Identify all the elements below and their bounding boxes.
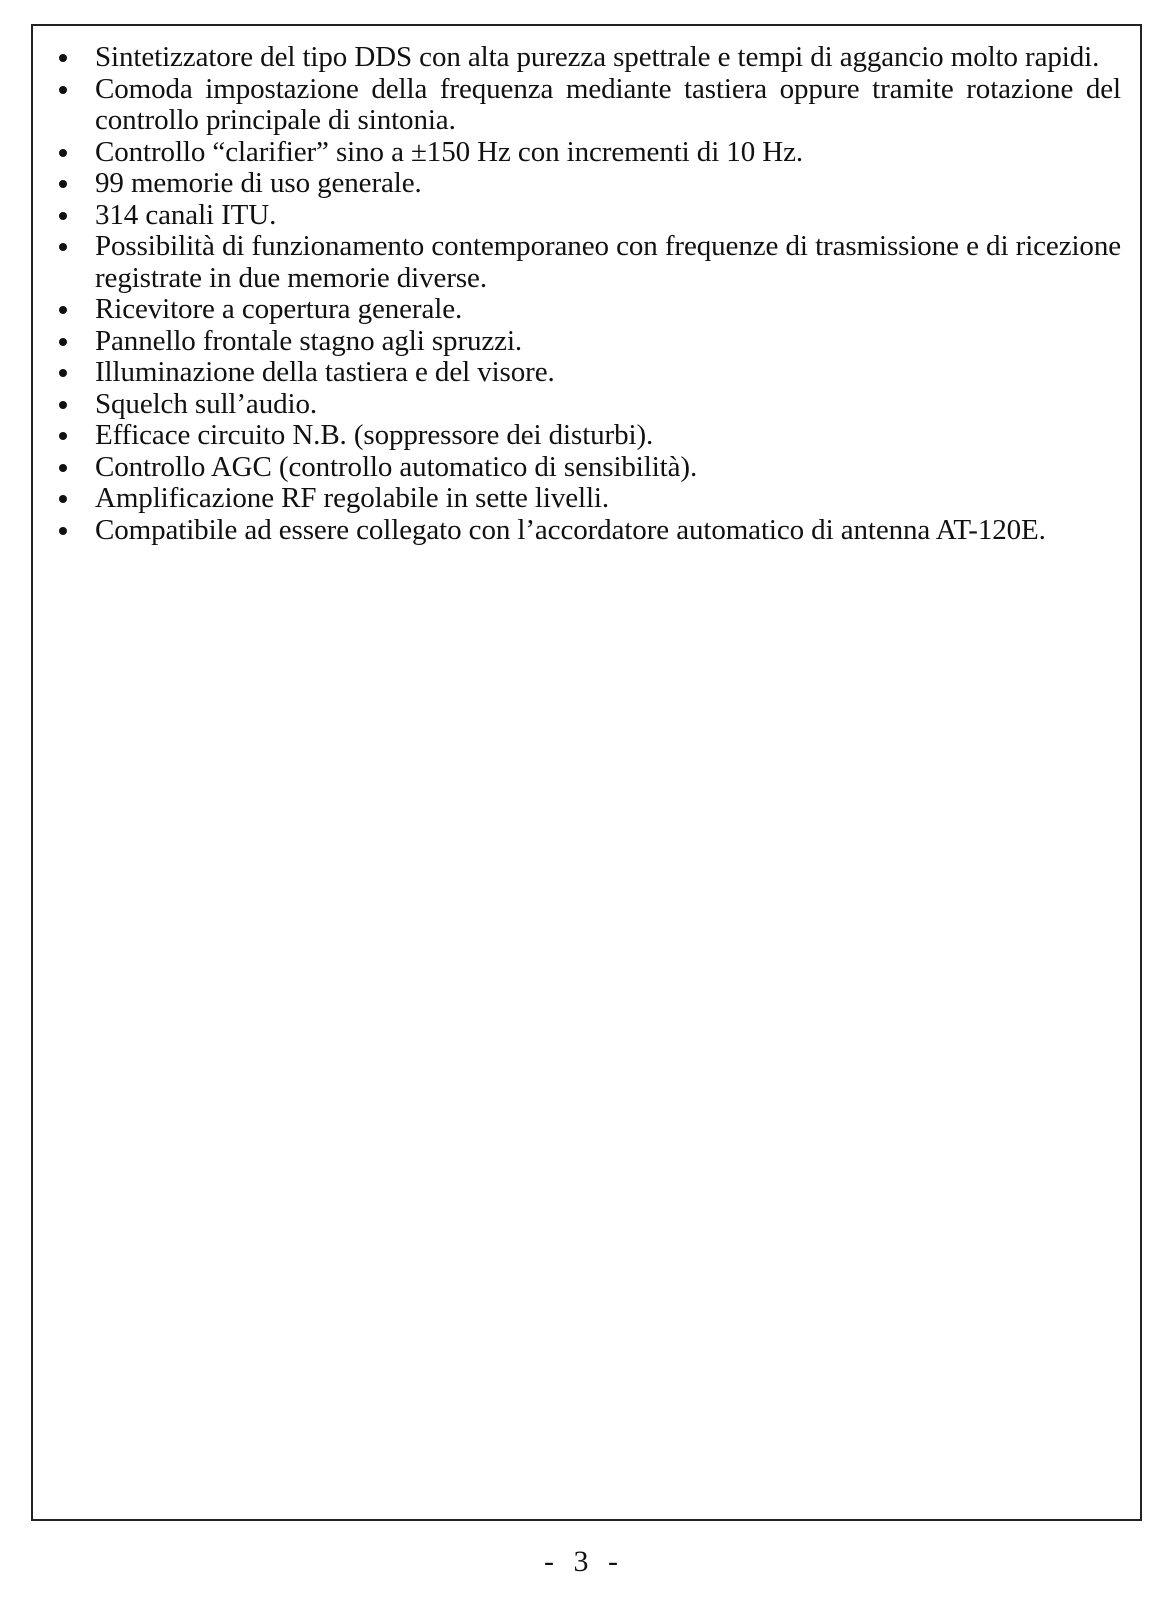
feature-item — [57, 357, 1121, 389]
bullet-icon — [59, 338, 67, 346]
feature-text: Comoda impostazione della frequenza mediante tastiera oppure tramite rotazione del controllo principale di sintonia. — [95, 72, 1121, 136]
page-number: - 3 - — [544, 1545, 624, 1578]
bullet-icon — [59, 243, 67, 251]
feature-text: 99 memorie di uso generale. — [95, 167, 422, 199]
feature-text: Compatibile ad essere collegato con l’accordatore automatico di antenna AT-120E. — [95, 513, 1046, 546]
feature-item — [57, 42, 1121, 74]
feature-list — [57, 42, 1121, 546]
feature-item — [57, 452, 1121, 484]
feature-text: Possibilità di funzionamento contemporaneo con frequenze di trasmissione e di ricezione registrate in due memorie diverse. — [95, 230, 1121, 294]
feature-text: 314 canali ITU. — [95, 198, 277, 231]
bullet-icon — [59, 180, 67, 188]
feature-item — [57, 137, 1121, 169]
bullet-icon — [59, 369, 67, 377]
feature-text: Controllo “clarifier” sino a ±150 Hz con incrementi di 10 Hz. — [95, 135, 804, 168]
feature-item — [57, 74, 1121, 137]
feature-item — [57, 389, 1121, 421]
feature-text: Ricevitore a copertura generale. — [95, 293, 463, 325]
feature-item — [57, 168, 1121, 200]
bullet-icon — [59, 306, 67, 314]
feature-text: Amplificazione RF regolabile in sette livelli. — [95, 482, 610, 514]
feature-item — [57, 420, 1121, 452]
bullet-icon — [59, 212, 67, 220]
bullet-icon — [59, 401, 67, 409]
feature-text: Pannello frontale stagno agli spruzzi. — [95, 324, 523, 357]
feature-text: Controllo AGC (controllo automatico di sensibilità). — [95, 450, 698, 483]
feature-text: Efficace circuito N.B. (soppressore dei disturbi). — [95, 419, 654, 451]
bullet-icon — [59, 527, 67, 535]
feature-text: Illuminazione della tastiera e del visore. — [95, 356, 555, 388]
feature-item — [57, 515, 1121, 547]
bullet-icon — [59, 464, 67, 472]
feature-text: Sintetizzatore del tipo DDS con alta purezza spettrale e tempi di aggancio molto rapidi. — [95, 41, 1100, 73]
feature-item — [57, 294, 1121, 326]
feature-text: Squelch sull’audio. — [95, 387, 318, 420]
bullet-icon — [59, 432, 67, 440]
feature-item — [57, 326, 1121, 358]
content-frame — [31, 24, 1142, 1521]
feature-item — [57, 231, 1121, 294]
feature-item — [57, 200, 1121, 232]
feature-item — [57, 483, 1121, 515]
bullet-icon — [59, 149, 67, 157]
bullet-icon — [59, 54, 67, 62]
bullet-icon — [59, 495, 67, 503]
bullet-icon — [59, 86, 67, 94]
